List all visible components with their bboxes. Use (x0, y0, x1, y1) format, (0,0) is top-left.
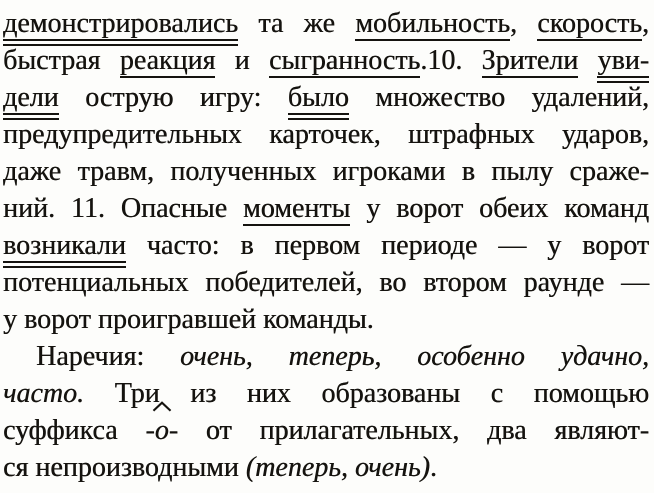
text-run: суффикса (3, 415, 146, 446)
text-run: быстрая (3, 45, 120, 76)
text-line-p1-6 (3, 190, 649, 227)
double-underlined-word: было (288, 82, 349, 120)
text-line-p2-1 (3, 338, 649, 375)
underlined-word: мобильность (355, 8, 510, 39)
text-run: .10. (420, 45, 482, 76)
text-run: , (510, 8, 538, 39)
suffix-letter: о (154, 415, 169, 446)
text-line-p1-7 (3, 227, 649, 264)
underlined-word: моменты (242, 193, 351, 224)
text-run: . (429, 452, 437, 483)
text-line-p1-9 (3, 301, 649, 338)
text-line-p1-8 (3, 264, 649, 301)
text-run: очень, теперь, особенно удачно, (179, 341, 649, 372)
double-underlined-word: уви- (597, 45, 649, 83)
text-run: - от прилагательных, два являют- (168, 415, 649, 446)
text-line-p1-4 (3, 116, 649, 153)
text-line-p1-3 (3, 79, 649, 116)
text-line-p2-2 (3, 375, 649, 412)
text-run: даже травм, полученных игроками в пылу сраже- (3, 156, 649, 187)
underlined-word: реакция (119, 45, 216, 76)
text-run: , (642, 8, 649, 39)
text-run: (теперь, очень) (245, 452, 430, 483)
text-run: потенциальных победителей, во втором раунде — (3, 267, 649, 298)
text-run: острую игру: (58, 82, 288, 113)
text-run: - (145, 415, 155, 446)
text-run: у ворот обеих команд (350, 193, 649, 224)
circumflex-hat-icon (152, 401, 171, 412)
text-run: предупредительных карточек, штрафных ударов, (3, 119, 649, 150)
text-run: ся непроизводными (3, 452, 246, 483)
text-run: Три из них образованы с помощью (84, 378, 649, 409)
underlined-word: сыгранность (268, 45, 421, 76)
text-line-p1-1 (3, 5, 649, 42)
text-run: у ворот проигравшей команды. (3, 304, 374, 335)
text-run: и (215, 45, 269, 76)
double-underlined-word: дели (3, 82, 59, 120)
suffix-o-with-hat (155, 412, 169, 449)
double-underlined-word: возникали (3, 230, 126, 268)
text-run: Наречия: (36, 341, 180, 372)
text-run: та же (238, 8, 356, 39)
text-line-p2-3 (3, 412, 649, 449)
text-run: ний. 11. Опасные (3, 193, 243, 224)
text-run: множество удалений, (348, 82, 650, 113)
text-run: часто. (3, 378, 85, 409)
text-run: часто: в первом периоде — у ворот (125, 230, 649, 261)
double-underlined-word: демонстрировались (3, 8, 238, 46)
text-line-p2-4 (3, 449, 649, 486)
text-run (578, 45, 597, 76)
underlined-word: Зрители (481, 45, 579, 76)
text-line-p1-5 (3, 153, 649, 190)
underlined-word: скорость (537, 8, 642, 39)
text-line-p1-2 (3, 42, 649, 79)
